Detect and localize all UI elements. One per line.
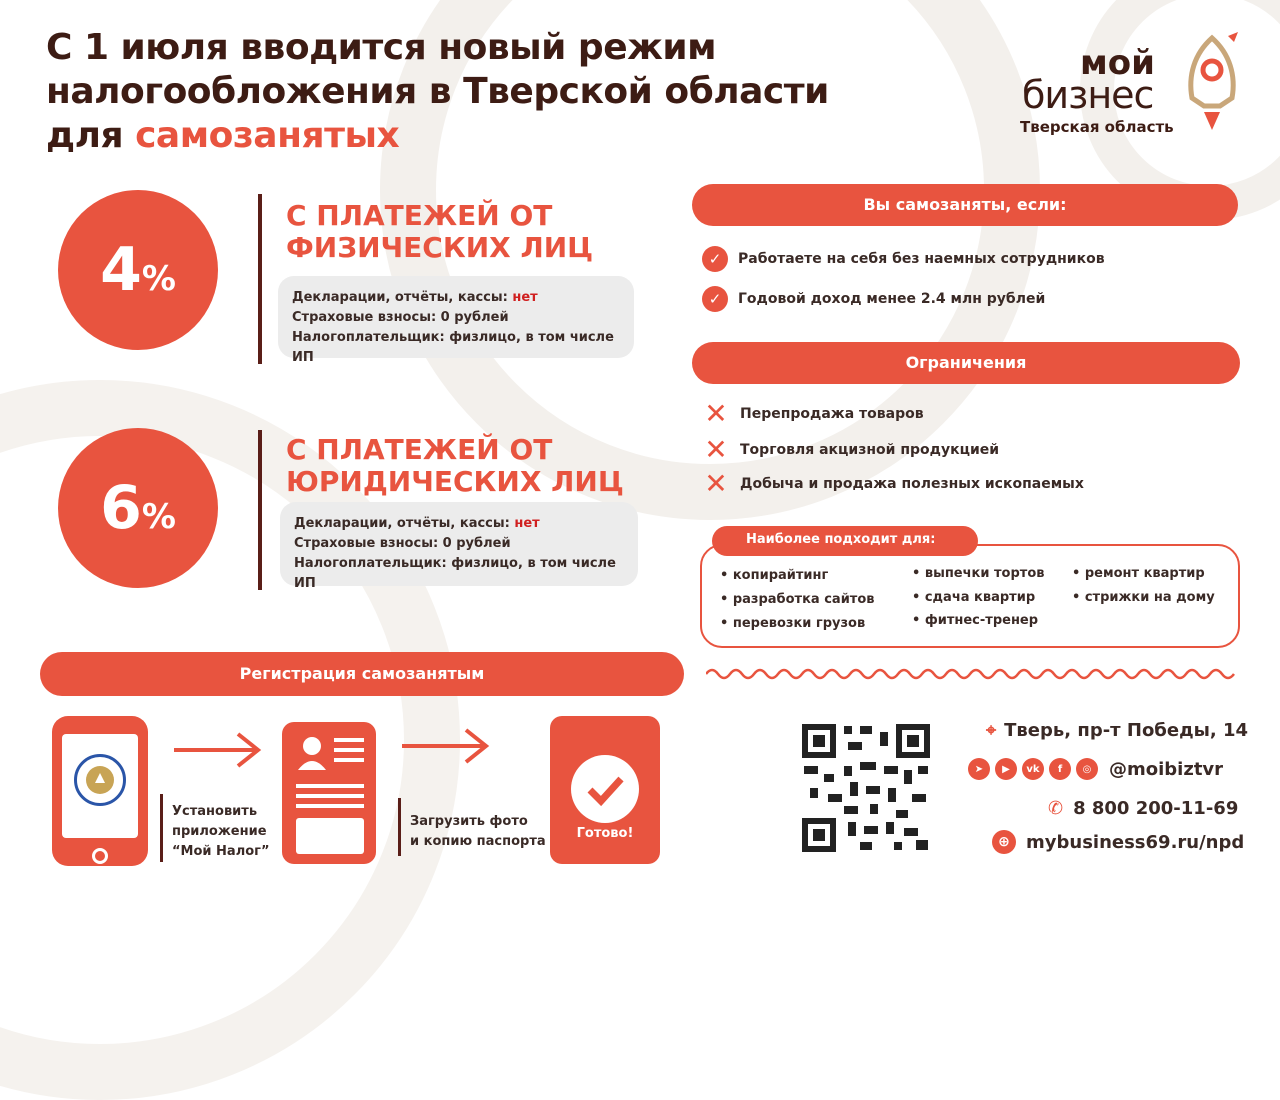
contact-phone[interactable]: ✆ 8 800 200-11-69: [1048, 798, 1239, 819]
qr-code: [800, 722, 932, 854]
condition-item: ✓ Работаете на себя без наемных сотрудников: [702, 246, 1105, 272]
phone-icon: ✆: [1048, 798, 1064, 819]
telegram-icon[interactable]: ➤: [968, 758, 990, 780]
contact-address: ⌖ Тверь, пр-т Победы, 14: [986, 720, 1249, 741]
rocket-icon: [1180, 32, 1244, 136]
divider: [398, 798, 401, 856]
instagram-icon[interactable]: ◎: [1076, 758, 1098, 780]
contact-social[interactable]: ➤ ▶ vk f ◎ @moibiztvr: [968, 758, 1223, 780]
best-for-item: • разработка сайтов: [720, 592, 875, 607]
check-icon: ✓: [702, 286, 728, 312]
check-icon: ✓: [702, 246, 728, 272]
best-for-item: • перевозки грузов: [720, 616, 866, 631]
youtube-icon[interactable]: ▶: [995, 758, 1017, 780]
step-upload: Загрузить фото и копию паспорта: [410, 814, 546, 849]
divider: [160, 794, 163, 862]
cross-icon: ✕: [704, 397, 728, 430]
rate-heading: С ПЛАТЕЖЕЙ ОТ ЮРИДИЧЕСКИХ ЛИЦ: [286, 433, 624, 498]
restriction-item: ✕ Перепродажа товаров: [704, 397, 924, 430]
best-for-item: • сдача квартир: [912, 590, 1036, 605]
location-pin-icon: ⌖: [986, 720, 997, 741]
title-accent: самозанятых: [135, 115, 400, 156]
cross-icon: ✕: [704, 433, 728, 466]
arrow-right-icon: [400, 726, 490, 766]
divider: [258, 194, 262, 364]
title-line-2: налогообложения в Тверской области: [46, 71, 829, 112]
vk-icon[interactable]: vk: [1022, 758, 1044, 780]
page-title: [46, 26, 829, 158]
done-card: [550, 716, 660, 864]
title-line-3: для самозанятых: [46, 115, 400, 156]
restrictions-title: Ограничения: [692, 342, 1240, 384]
rate-details: Декларации, отчёты, кассы: нет Страховые взносы: 0 рублей Налогоплательщик: физлицо, в том числе ИП: [280, 502, 638, 586]
best-for-item: • ремонт квартир: [1072, 566, 1205, 581]
registration-title: Регистрация самозанятым: [40, 652, 684, 696]
divider: [258, 430, 262, 590]
best-for-title: Наиболее подходит для:: [712, 526, 978, 556]
arrow-right-icon: [172, 730, 262, 770]
tax-service-emblem-icon: [74, 754, 126, 806]
wavy-divider: [706, 664, 1240, 684]
best-for-item: • фитнес-тренер: [912, 613, 1039, 628]
rate-details: Декларации, отчёты, кассы: нет Страховые взносы: 0 рублей Налогоплательщик: физлицо, в том числе ИП: [278, 276, 634, 358]
best-for-item: • стрижки на дому: [1072, 590, 1215, 605]
title-line-1: С 1 июля вводится новый режим: [46, 27, 717, 68]
best-for-item: • копирайтинг: [720, 568, 829, 583]
check-circle-icon: [570, 754, 640, 824]
rate-circle-4: 4%: [58, 190, 218, 350]
done-label: Готово!: [576, 826, 634, 841]
logo-region: Тверская область: [1020, 118, 1174, 136]
phone-icon: [52, 716, 148, 866]
cross-icon: ✕: [704, 467, 728, 500]
restriction-item: ✕ Торговля акцизной продукцией: [704, 433, 1000, 466]
conditions-title: Вы самозаняты, если:: [692, 184, 1238, 226]
passport-icon: [282, 722, 376, 864]
contact-site[interactable]: ⊕ mybusiness69.ru/npd: [992, 830, 1244, 854]
condition-item: ✓ Годовой доход менее 2.4 млн рублей: [702, 286, 1045, 312]
step-install: Установить приложение “Мой Налог”: [172, 804, 270, 859]
brand-logo: мой бизнес Тверская область: [1018, 46, 1248, 146]
best-for-item: • выпечки тортов: [912, 566, 1045, 581]
facebook-icon[interactable]: f: [1049, 758, 1071, 780]
rate-heading: С ПЛАТЕЖЕЙ ОТ ФИЗИЧЕСКИХ ЛИЦ: [286, 199, 594, 264]
restriction-item: ✕ Добыча и продажа полезных ископаемых: [704, 467, 1084, 500]
globe-icon: ⊕: [992, 830, 1016, 854]
rate-circle-6: 6%: [58, 428, 218, 588]
